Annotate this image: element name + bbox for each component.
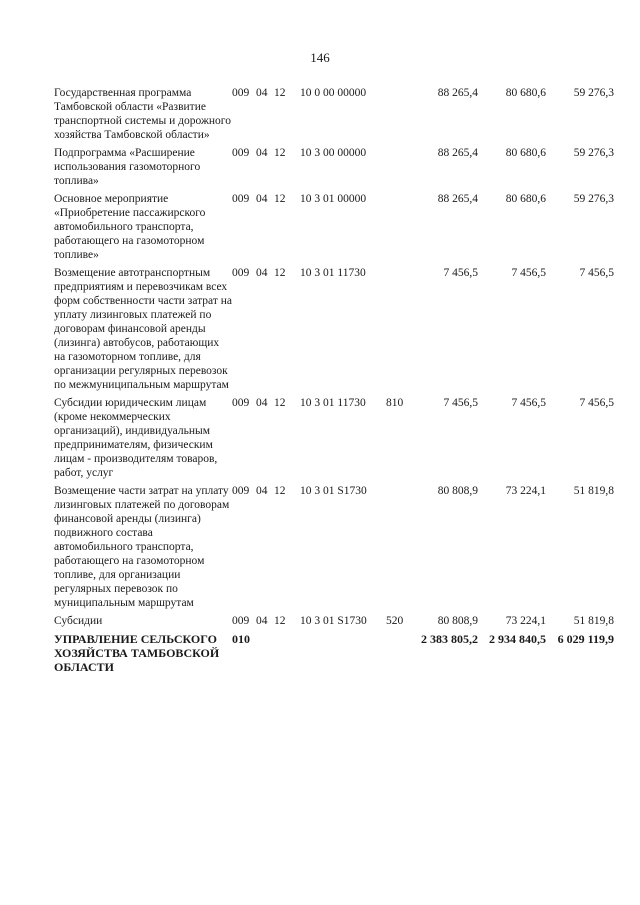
expense-type-code <box>386 188 408 262</box>
section-code: 04 <box>256 397 268 409</box>
target-article-code: 10 3 01 S1730 <box>300 615 367 627</box>
grbs-code: 009 <box>232 193 250 205</box>
amount-year-2: 7 456,5 <box>511 267 546 279</box>
amount-year-2: 80 680,6 <box>505 147 546 159</box>
grbs-code: 009 <box>232 485 250 497</box>
section-code: 04 <box>256 615 268 627</box>
subsection-code: 12 <box>274 615 286 627</box>
amount-year-3: 51 819,8 <box>573 485 614 497</box>
amount-year-2: 73 224,1 <box>505 615 546 627</box>
target-article-code: 10 3 01 11730 <box>300 397 366 409</box>
subsection-code: 12 <box>274 397 286 409</box>
grbs-code: 009 <box>232 87 250 99</box>
table-row <box>54 480 614 610</box>
expense-type-code <box>386 480 408 610</box>
section-code: 04 <box>256 193 268 205</box>
target-article-code: 10 3 01 11730 <box>300 267 366 279</box>
section-code: 04 <box>256 87 268 99</box>
section-code: 04 <box>256 485 268 497</box>
expense-type-code: 810 <box>386 397 404 409</box>
amount-year-3: 59 276,3 <box>573 147 614 159</box>
target-article-code: 10 3 01 S1730 <box>300 485 367 497</box>
expense-type-code <box>386 86 408 142</box>
expense-type-code <box>386 262 408 392</box>
table-row-department-total <box>54 628 614 674</box>
target-article-code: 10 3 00 00000 <box>300 147 367 159</box>
row-name: Субсидии <box>54 615 103 627</box>
amount-year-2: 73 224,1 <box>505 485 546 497</box>
amount-year-1: 7 456,5 <box>443 267 478 279</box>
row-name: Субсидии юридическим лицам (кроме некоммерческих организаций), индивидуальным предпринимателям, физическим лицам - производителям товаров, работ, услуг <box>54 397 218 479</box>
amount-year-1: 80 808,9 <box>437 615 478 627</box>
table-row <box>54 392 614 480</box>
table-row <box>54 142 614 188</box>
expense-type-code <box>386 142 408 188</box>
target-article-code <box>300 628 386 674</box>
page-number: 146 <box>310 50 330 65</box>
subsection-code: 12 <box>274 485 286 497</box>
amount-year-3: 51 819,8 <box>573 615 614 627</box>
grbs-code: 010 <box>232 632 250 646</box>
section-code: 04 <box>256 147 268 159</box>
table-row <box>54 262 614 392</box>
amount-year-1: 88 265,4 <box>437 87 478 99</box>
grbs-code: 009 <box>232 397 250 409</box>
target-article-code: 10 3 01 00000 <box>300 193 367 205</box>
amount-year-2: 2 934 840,5 <box>489 632 546 646</box>
amount-year-1: 88 265,4 <box>437 147 478 159</box>
row-name: Возмещение части затрат на уплату лизинговых платежей по договорам финансовой аренды (лизинга) подвижного состава автомобильного транспорта, работающего на газомоторном топливе, для организации регулярных перевозок по муниципальным маршрутам <box>54 485 230 609</box>
row-name: Подпрограмма «Расширение использования газомоторного топлива» <box>54 147 201 187</box>
table-row <box>54 610 614 628</box>
amount-year-1: 88 265,4 <box>437 193 478 205</box>
amount-year-3: 7 456,5 <box>579 267 614 279</box>
table-row <box>54 86 614 142</box>
row-name: Государственная программа Тамбовской области «Развитие транспортной системы и дорожного хозяйства Тамбовской области» <box>54 87 231 141</box>
target-article-code: 10 0 00 00000 <box>300 87 367 99</box>
grbs-code: 009 <box>232 267 250 279</box>
grbs-code: 009 <box>232 615 250 627</box>
row-name: Основное мероприятие «Приобретение пассажирского автомобильного транспорта, работающего на газомоторном топливе» <box>54 193 206 261</box>
table-row <box>54 188 614 262</box>
amount-year-3: 7 456,5 <box>579 397 614 409</box>
section-code <box>256 628 274 674</box>
budget-table <box>54 86 614 674</box>
amount-year-2: 80 680,6 <box>505 87 546 99</box>
section-code: 04 <box>256 267 268 279</box>
amount-year-1: 7 456,5 <box>443 397 478 409</box>
amount-year-1: 80 808,9 <box>437 485 478 497</box>
row-name: УПРАВЛЕНИЕ СЕЛЬСКОГО ХОЗЯЙСТВА ТАМБОВСКОЙ ОБЛАСТИ <box>54 632 220 674</box>
subsection-code <box>274 628 300 674</box>
amount-year-3: 6 029 119,9 <box>557 632 614 646</box>
amount-year-3: 59 276,3 <box>573 87 614 99</box>
expense-type-code: 520 <box>386 615 404 627</box>
row-name: Возмещение автотранспортным предприятиям и перевозчикам всех форм собственности части затрат на уплату лизинговых платежей по договорам финансовой аренды (лизинга) автобусов, работающих на газомоторном топливе, для организации регулярных перевозок по межмуниципальным маршрутам <box>54 267 233 391</box>
grbs-code: 009 <box>232 147 250 159</box>
amount-year-3: 59 276,3 <box>573 193 614 205</box>
subsection-code: 12 <box>274 87 286 99</box>
amount-year-2: 7 456,5 <box>511 397 546 409</box>
amount-year-1: 2 383 805,2 <box>421 632 478 646</box>
expense-type-code <box>386 628 408 674</box>
subsection-code: 12 <box>274 193 286 205</box>
subsection-code: 12 <box>274 147 286 159</box>
subsection-code: 12 <box>274 267 286 279</box>
amount-year-2: 80 680,6 <box>505 193 546 205</box>
